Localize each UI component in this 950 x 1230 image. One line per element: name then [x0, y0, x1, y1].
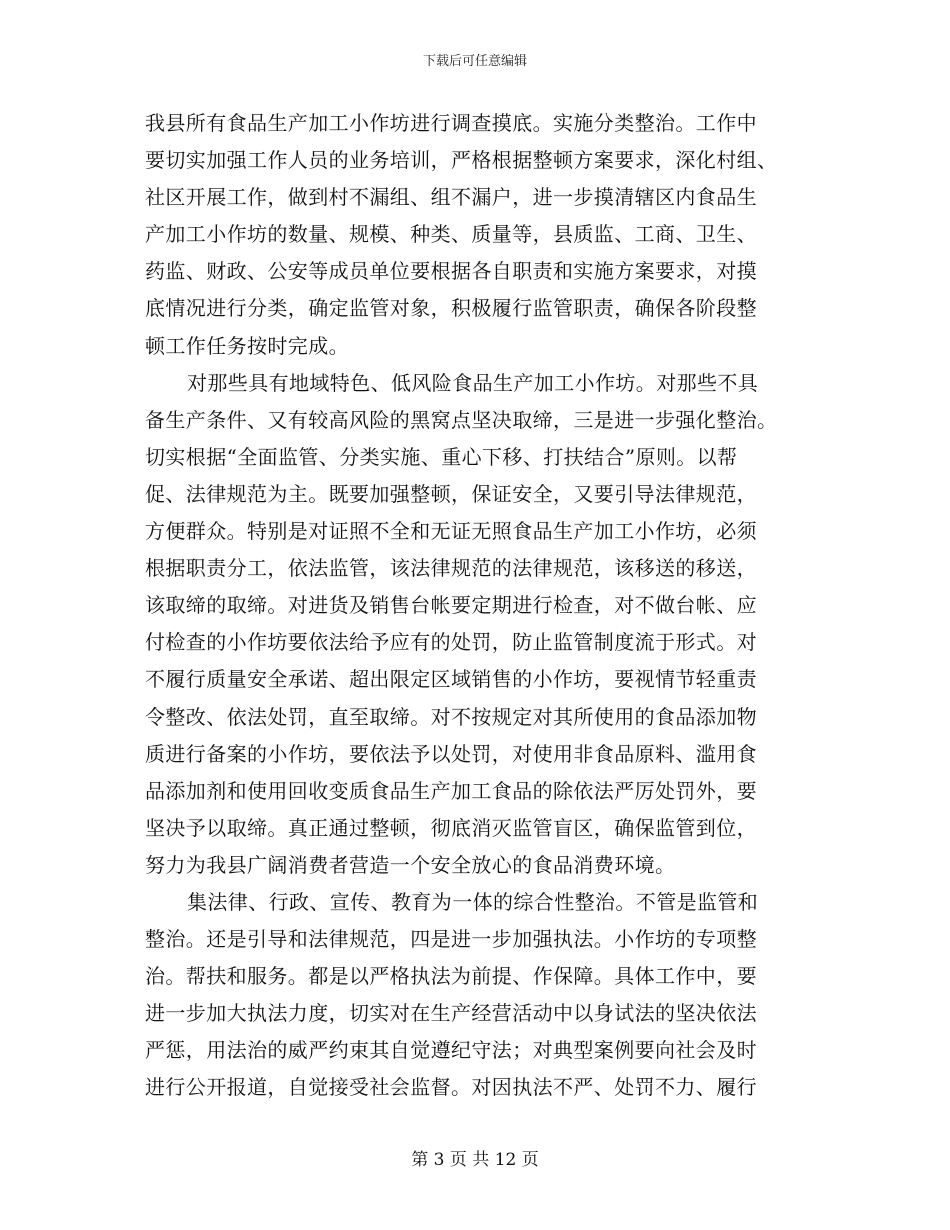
- text-line: 备生产条件、又有较高风险的黑窝点坚决取缔，三是进一步强化整治。: [145, 407, 778, 432]
- text-line: 我县所有食品生产加工小作坊进行调查摸底。实施分类整治。工作中: [145, 111, 757, 135]
- text-line: 切实根据“全面监管、分类实施、重心下移、打扶结合”原则。以帮: [145, 444, 738, 469]
- text-line: 治。帮扶和服务。都是以严格执法为前提、作保障。具体工作中，要: [145, 964, 757, 989]
- text-line: 促、法律规范为主。既要加强整顿，保证安全，又要引导法律规范，: [145, 481, 757, 506]
- text-line: 根据职责分工，依法监管，该法律规范的法律规范，该移送的移送，: [145, 556, 757, 581]
- text-line: 质进行备案的小作坊，要依法予以处罚，对使用非食品原料、滥用食: [145, 741, 757, 766]
- text-line: 方便群众。特别是对证照不全和无证无照食品生产加工小作坊，必须: [145, 519, 757, 544]
- page-header: 下载后可任意编辑: [422, 54, 527, 69]
- text-line: 产加工小作坊的数量、规模、种类、质量等，县质监、工商、卫生、: [145, 222, 757, 247]
- text-line: 整治。还是引导和法律规范，四是进一步加强执法。小作坊的专项整: [145, 927, 757, 952]
- text-line: 不履行质量安全承诺、超出限定区域销售的小作坊，要视情节轻重责: [145, 667, 757, 692]
- paragraph-2: [145, 365, 809, 884]
- text-line: 顿工作任务按时完成。: [145, 333, 349, 358]
- text-line: 集法律、行政、宣传、教育为一体的综合性整治。不管是监管和: [187, 889, 759, 914]
- text-line: 进行公开报道，自觉接受社会监督。对因执法不严、处罚不力、履行: [145, 1075, 757, 1100]
- text-line: 进一步加大执法力度，切实对在生产经营活动中以身试法的坚决依法: [145, 1001, 757, 1026]
- text-line: 努力为我县广阔消费者营造一个安全放心的食品消费环境。: [145, 852, 676, 877]
- text-line: 付检查的小作坊要依法给予应有的处罚，防止监管制度流于形式。对: [145, 630, 757, 655]
- paragraph-1: [145, 105, 809, 365]
- text-line: 要切实加强工作人员的业务培训，严格根据整顿方案要求，深化村组、: [145, 148, 778, 173]
- text-line: 令整改、依法处罚，直至取缔。对不按规定对其所使用的食品添加物: [145, 704, 757, 729]
- text-line: 药监、财政、公安等成员单位要根据各自职责和实施方案要求，对摸: [145, 259, 757, 284]
- paragraph-3: [145, 884, 809, 1107]
- text-line: 对那些具有地域特色、低风险食品生产加工小作坊。对那些不具: [187, 370, 759, 395]
- text-line: 坚决予以取缔。真正通过整顿，彻底消灭监管盲区，确保监管到位，: [145, 815, 757, 840]
- text-line: 该取缔的取缔。对进货及销售台帐要定期进行检查，对不做台帐、应: [145, 593, 757, 618]
- text-line: 严惩，用法治的威严约束其自觉遵纪守法；对典型案例要向社会及时: [145, 1038, 757, 1063]
- page-footer: 第 3 页 共 12 页: [411, 1150, 539, 1170]
- text-line: 社区开展工作，做到村不漏组、组不漏户，进一步摸清辖区内食品生: [145, 185, 757, 210]
- text-line: 品添加剂和使用回收变质食品生产加工食品的除依法严厉处罚外，要: [145, 778, 757, 803]
- document-body: [145, 105, 809, 1107]
- text-line: 底情况进行分类，确定监管对象，积极履行监管职责，确保各阶段整: [145, 296, 757, 321]
